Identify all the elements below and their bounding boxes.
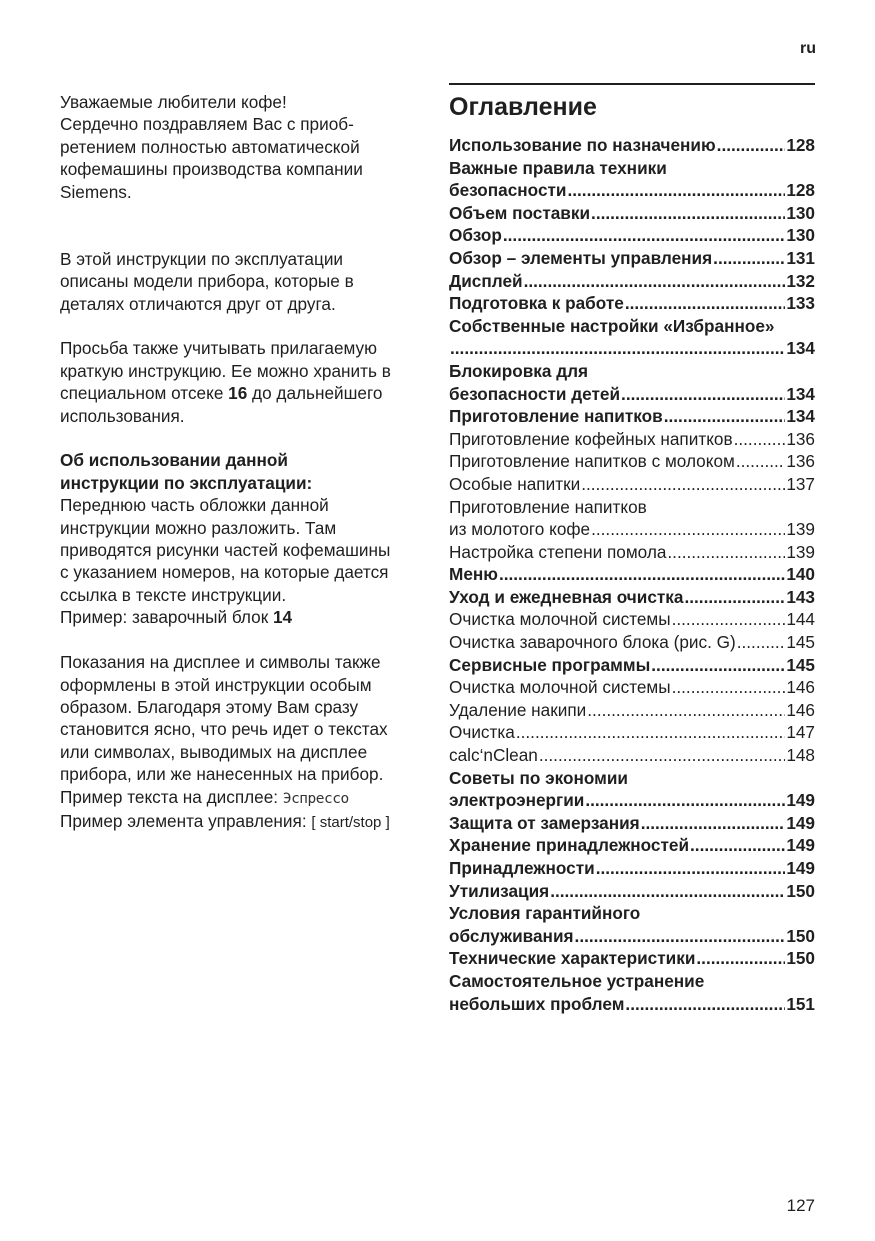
text-line: деталях отличаются друг от друга. <box>60 293 336 314</box>
control-example-line: Пример элемента управления: [ start/stop ] <box>60 810 390 831</box>
toc-page-number: 149 <box>786 835 815 856</box>
toc-entry-label: Сервисные программы <box>449 654 651 675</box>
toc-title: Оглавление <box>449 93 597 121</box>
toc-leader-dots <box>539 744 785 767</box>
toc-page-number: 131 <box>786 247 815 268</box>
toc-entry[interactable] <box>449 563 815 586</box>
toc-entry[interactable] <box>449 631 815 654</box>
toc-page-number: 143 <box>786 586 815 607</box>
toc-page-number: 134 <box>786 338 815 359</box>
toc-entry[interactable] <box>449 586 815 609</box>
toc-entry-label-line: Собственные настройки «Избранное» <box>449 315 775 336</box>
toc-leader-dots <box>696 947 785 970</box>
toc-page-number: 140 <box>786 564 815 585</box>
toc-entry-label: Принадлежности <box>449 858 595 878</box>
toc-entry[interactable] <box>449 699 815 722</box>
display-text-sample: Эспрессо <box>282 790 349 807</box>
page-number: 127 <box>786 1196 815 1215</box>
toc-leader-dots <box>621 383 785 406</box>
toc-leader-dots <box>737 631 786 654</box>
text-line: оформлены в этой инструкции особым <box>60 674 372 695</box>
toc-leader-dots <box>734 428 786 451</box>
toc-leader-dots <box>625 292 785 315</box>
control-element-sample: [ start/stop ] <box>311 813 390 831</box>
toc-entry-label-line: Советы по экономии <box>449 767 628 788</box>
text-line: с указанием номеров, на которые дается <box>60 562 389 583</box>
text-line: описаны модели прибора, которые в <box>60 271 354 292</box>
text-line: Просьба также учитывать прилагаемую <box>60 338 378 359</box>
text-line: ретением полностью автоматической <box>60 136 360 157</box>
toc-list <box>449 134 815 1015</box>
text-line: прибора, или же нанесенных на прибор. <box>60 764 384 785</box>
toc-page-number: 145 <box>786 632 815 653</box>
toc-entry-label: Уход и ежедневная очистка <box>449 586 684 607</box>
toc-entry[interactable] <box>449 654 815 677</box>
toc-page-number: 139 <box>786 541 815 562</box>
toc-entry[interactable] <box>449 473 815 496</box>
toc-entry-label: Меню <box>449 564 498 585</box>
display-example-line: Пример текста на дисплее: Эспрессо <box>60 786 349 807</box>
intro-models-paragraph <box>60 248 430 315</box>
toc-entry-label: Приготовление кофейных напитков <box>449 428 733 449</box>
toc-page-number: 133 <box>786 293 815 314</box>
part-number: 14 <box>273 607 293 628</box>
toc-entry-label: небольших проблем <box>449 993 625 1014</box>
toc-entry[interactable] <box>449 608 815 631</box>
part-number: 16 <box>228 383 248 404</box>
language-code: ru <box>800 40 816 57</box>
text-line: становится ясно, что речь идет о текстах <box>60 719 388 740</box>
toc-page-number: 130 <box>786 202 815 223</box>
toc-leader-dots <box>684 586 785 609</box>
toc-entry-label: Защита от замерзания <box>449 812 640 833</box>
toc-entry-label: Подготовка к работе <box>449 293 624 314</box>
toc-entry-label-line: Важные правила техники <box>449 157 667 178</box>
toc-entry[interactable] <box>449 880 815 903</box>
toc-entry[interactable] <box>449 676 815 699</box>
toc-entry[interactable] <box>449 767 815 812</box>
toc-page-number: 150 <box>786 880 815 901</box>
toc-entry[interactable] <box>449 947 815 970</box>
toc-page-number: 134 <box>786 406 815 427</box>
toc-entry-label: Особые напитки <box>449 473 581 494</box>
toc-leader-dots <box>575 925 786 948</box>
toc-leader-dots <box>581 473 785 496</box>
toc-leader-dots <box>516 721 785 744</box>
toc-leader-dots <box>713 247 785 270</box>
toc-leader-dots <box>503 224 785 247</box>
toc-entry-label: Утилизация <box>449 880 550 901</box>
text-line: краткую инструкцию. Ее можно хранить в <box>60 360 391 381</box>
toc-entry-label: Приготовление напитков с молоком <box>449 451 735 472</box>
text-line: Siemens. <box>60 181 132 202</box>
intro-short-guide-paragraph <box>60 337 430 427</box>
toc-entry[interactable] <box>449 157 815 202</box>
toc-entry-label: из молотого кофе <box>449 519 591 540</box>
example-line: Пример: заварочный блок 14 <box>60 607 293 628</box>
toc-entry[interactable] <box>449 292 815 315</box>
toc-entry[interactable] <box>449 496 815 541</box>
toc-entry[interactable] <box>449 360 815 405</box>
text-line: инструкции можно разложить. Там <box>60 517 337 538</box>
toc-entry-label: Очистка молочной системы <box>449 609 671 630</box>
toc-leader-dots <box>667 541 785 564</box>
text-line: Уважаемые любители кофе! <box>60 92 287 112</box>
toc-entry[interactable] <box>449 721 815 744</box>
toc-entry[interactable] <box>449 541 815 564</box>
toc-entry-label-line: Приготовление напитков <box>449 496 647 517</box>
toc-entry-label: Очистка заварочного блока (рис. G) <box>449 632 736 653</box>
toc-entry[interactable] <box>449 970 815 1015</box>
toc-leader-dots <box>625 993 785 1016</box>
toc-entry[interactable] <box>449 450 815 473</box>
toc-entry-label: безопасности <box>449 180 567 201</box>
toc-page-number: 136 <box>786 428 815 449</box>
toc-entry-label: calc‘nClean <box>449 745 538 766</box>
text-line: В этой инструкции по эксплуатации <box>60 248 344 269</box>
toc-entry[interactable] <box>449 857 815 880</box>
toc-page-number: 150 <box>786 948 815 969</box>
toc-leader-dots <box>596 857 786 880</box>
toc-entry-label-line: Блокировка для <box>449 360 589 381</box>
toc-entry[interactable] <box>449 744 815 767</box>
toc-leader-dots <box>641 812 786 835</box>
text-line: образом. Благодаря этому Вам сразу <box>60 696 359 717</box>
toc-entry-label: Очистка <box>449 722 515 743</box>
toc-entry[interactable] <box>449 812 815 835</box>
text-line: Сердечно поздравляем Вас с приоб- <box>60 114 354 135</box>
toc-entry-label: Дисплей <box>449 270 523 291</box>
toc-entry-label: электроэнергии <box>449 790 585 811</box>
toc-entry[interactable] <box>449 834 815 857</box>
toc-page-number: 130 <box>786 225 815 246</box>
toc-page-number: 149 <box>786 812 815 833</box>
toc-entry-label: Обзор – элементы управления <box>449 247 713 268</box>
toc-entry-label: Объем поставки <box>449 202 591 223</box>
toc-entry-label: Очистка молочной системы <box>449 677 671 698</box>
toc-entry[interactable] <box>449 405 815 428</box>
toc-leader-dots <box>450 337 785 360</box>
toc-leader-dots <box>717 134 786 157</box>
toc-page-number: 128 <box>786 180 815 201</box>
toc-entry-label: безопасности детей <box>449 383 621 404</box>
text-line: ссылка в тексте инструкции. <box>60 584 287 605</box>
text-line: кофемашины производства компании <box>60 159 363 180</box>
toc-entry-label-line: Условия гарантийного <box>449 903 641 924</box>
toc-page-number: 132 <box>786 270 815 291</box>
toc-entry[interactable] <box>449 902 815 947</box>
toc-leader-dots <box>587 699 785 722</box>
text-line: Переднюю часть обложки данной <box>60 495 329 516</box>
toc-entry-label: Удаление накипи <box>449 699 587 720</box>
toc-entry-label: Приготовление напитков <box>449 406 663 427</box>
toc-leader-dots <box>690 834 785 857</box>
toc-entry[interactable] <box>449 134 815 157</box>
toc-page-number: 146 <box>786 677 815 698</box>
toc-page-number: 137 <box>786 473 815 494</box>
toc-leader-dots <box>651 654 785 677</box>
toc-page-number: 134 <box>786 383 815 404</box>
intro-usage-section <box>60 449 430 628</box>
toc-page-number: 151 <box>786 993 815 1014</box>
toc-entry[interactable] <box>449 247 815 270</box>
toc-leader-dots <box>591 202 785 225</box>
toc-leader-dots <box>567 179 785 202</box>
toc-entry[interactable] <box>449 428 815 451</box>
toc-leader-dots <box>736 450 785 473</box>
toc-leader-dots <box>664 405 786 428</box>
toc-page-number: 128 <box>786 135 815 155</box>
toc-entry[interactable] <box>449 202 815 225</box>
toc-page-number: 139 <box>786 519 815 540</box>
toc-entry-label: обслуживания <box>449 925 574 946</box>
table-of-contents <box>449 83 815 1015</box>
text-line: специальном отсеке 16 до дальнейшего <box>60 383 383 404</box>
toc-entry-label: Хранение принадлежностей <box>449 835 690 856</box>
toc-page-number: 148 <box>786 745 815 766</box>
toc-leader-dots <box>524 270 786 293</box>
text-line: приводятся рисунки частей кофемашины <box>60 540 391 561</box>
intro-column <box>60 91 430 834</box>
toc-entry-label: Технические характеристики <box>449 948 696 969</box>
toc-page-number: 150 <box>786 925 815 946</box>
text-line: использования. <box>60 405 185 426</box>
toc-entry[interactable] <box>449 270 815 293</box>
toc-entry-label: Использование по назначению <box>449 135 716 155</box>
section-heading: инструкции по эксплуатации: <box>60 472 313 493</box>
toc-page-number: 136 <box>786 451 815 472</box>
toc-page-number: 144 <box>786 609 815 630</box>
intro-display-paragraph <box>60 651 430 834</box>
toc-entry-label: Настройка степени помола <box>449 541 667 562</box>
text-line: или символах, выводимых на дисплее <box>60 741 368 762</box>
toc-entry[interactable] <box>449 224 815 247</box>
text-line: Показания на дисплее и символы также <box>60 652 381 673</box>
toc-page-number: 146 <box>786 699 815 720</box>
toc-page-number: 145 <box>786 654 815 675</box>
toc-page-number: 149 <box>786 790 815 811</box>
toc-entry-label-line: Самостоятельное устранение <box>449 970 705 991</box>
intro-greeting <box>60 91 430 203</box>
toc-entry-label: Обзор <box>449 225 502 246</box>
toc-leader-dots <box>672 608 786 631</box>
toc-leader-dots <box>585 789 785 812</box>
toc-leader-dots <box>550 880 785 903</box>
toc-leader-dots <box>591 518 785 541</box>
toc-page-number: 149 <box>786 858 815 878</box>
toc-entry[interactable] <box>449 315 815 360</box>
section-heading: Об использовании данной <box>60 450 288 471</box>
toc-leader-dots <box>672 676 786 699</box>
toc-page-number: 147 <box>786 722 815 743</box>
toc-leader-dots <box>499 563 785 586</box>
